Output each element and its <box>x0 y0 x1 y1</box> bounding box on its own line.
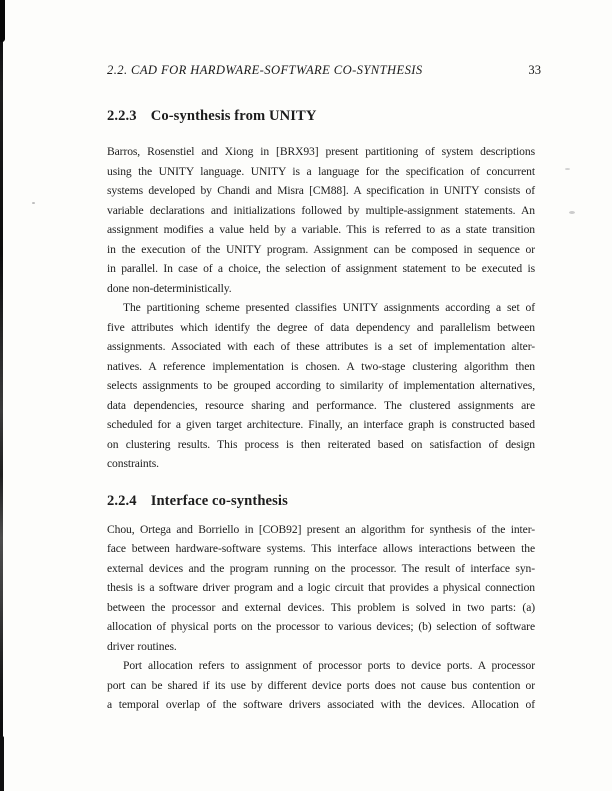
text-line: systems developed by Chandi and Misra [CM88]. A specification in UNITY consists of <box>107 184 535 197</box>
text-line: port can be shared if its use by different device ports does not cause bus contention or <box>107 678 535 692</box>
scan-speck <box>32 202 35 204</box>
running-header-title: 2.2. CAD FOR HARDWARE-SOFTWARE CO-SYNTHESIS <box>107 63 423 77</box>
text-line: selects assignments to be grouped according to similarity of implementation alternatives, <box>107 379 535 392</box>
text-line: face between hardware-software systems. This interface allows interactions between the <box>107 542 535 555</box>
section-title: Interface co-synthesis <box>150 492 288 509</box>
text-line: using the UNITY language. UNITY is a language for the specification of concurrent <box>107 164 535 178</box>
text-line: Port allocation refers to assignment of processor ports to device ports. A processor <box>123 659 535 672</box>
text-line: in parallel. In case of a choice, the selection of assignment statement to be executed is <box>107 262 535 275</box>
scan-speck <box>569 211 575 214</box>
text-line: scheduled for a given target architecture. Finally, an interface graph is constructed based <box>107 418 535 431</box>
page-content <box>107 63 541 715</box>
text-line: constraints. <box>107 457 159 470</box>
text-line: allocation of physical ports on the processor to various devices; (b) selection of software <box>107 620 535 633</box>
text-line: five attributes which identify the degree of data dependency and parallelism between <box>107 320 535 334</box>
text-line: data dependencies, resource sharing and performance. The clustered assignments are <box>107 398 535 412</box>
section-heading-co-synthesis-from-unity <box>107 107 535 125</box>
scan-artifact-left-edge <box>0 0 3 791</box>
text-line: Barros, Rosenstiel and Xiong in [BRX93] present partitioning of system descriptions <box>107 145 535 158</box>
section-heading-interface-co-synthesis <box>107 492 535 510</box>
scan-speck <box>565 168 570 170</box>
text-line: external devices and the program running on the processor. The result of interface syn- <box>107 561 535 575</box>
paragraph-interface-intro <box>107 520 535 657</box>
text-line: driver routines. <box>107 639 177 653</box>
text-line: natives. A reference implementation is chosen. A two-stage clustering algorithm then <box>107 359 535 373</box>
section-number: 2.2.3 <box>107 108 137 124</box>
text-line: assignment modifies a value held by a variable. This is referred to as a state transition <box>107 223 535 236</box>
text-line: assignments. Associated with each of these attributes is a set of implementation alter- <box>107 340 535 353</box>
paragraph-unity-partitioning <box>107 298 535 474</box>
text-line: variable declarations and initializations followed by multiple-assignment statements. An <box>107 203 535 217</box>
text-line: thesis is a software driver program and a logic circuit that provides a physical connection <box>107 581 535 594</box>
text-line: a temporal overlap of the software drivers associated with the devices. Allocation of <box>107 698 535 711</box>
section-title: Co-synthesis from UNITY <box>150 108 317 124</box>
text-line: on clustering results. This process is then reiterated based on satisfaction of design <box>107 437 535 451</box>
text-line: in the execution of the UNITY program. Assignment can be composed in sequence or <box>107 242 535 256</box>
paragraph-unity-intro <box>107 142 535 298</box>
running-header <box>107 63 541 78</box>
section-number: 2.2.4 <box>107 492 137 509</box>
text-line: between the processor and external devices. This problem is solved in two parts: (a) <box>107 600 535 614</box>
paragraph-port-allocation <box>107 656 535 715</box>
scan-artifact-top-left <box>0 0 5 42</box>
page-number: 33 <box>528 63 541 77</box>
text-line: Chou, Ortega and Borriello in [COB92] present an algorithm for synthesis of the inter- <box>107 522 535 536</box>
text-line: done non-deterministically. <box>107 281 232 295</box>
text-line: The partitioning scheme presented classifies UNITY assignments according a set of <box>123 301 535 314</box>
scan-artifact-bottom-left <box>0 736 4 791</box>
